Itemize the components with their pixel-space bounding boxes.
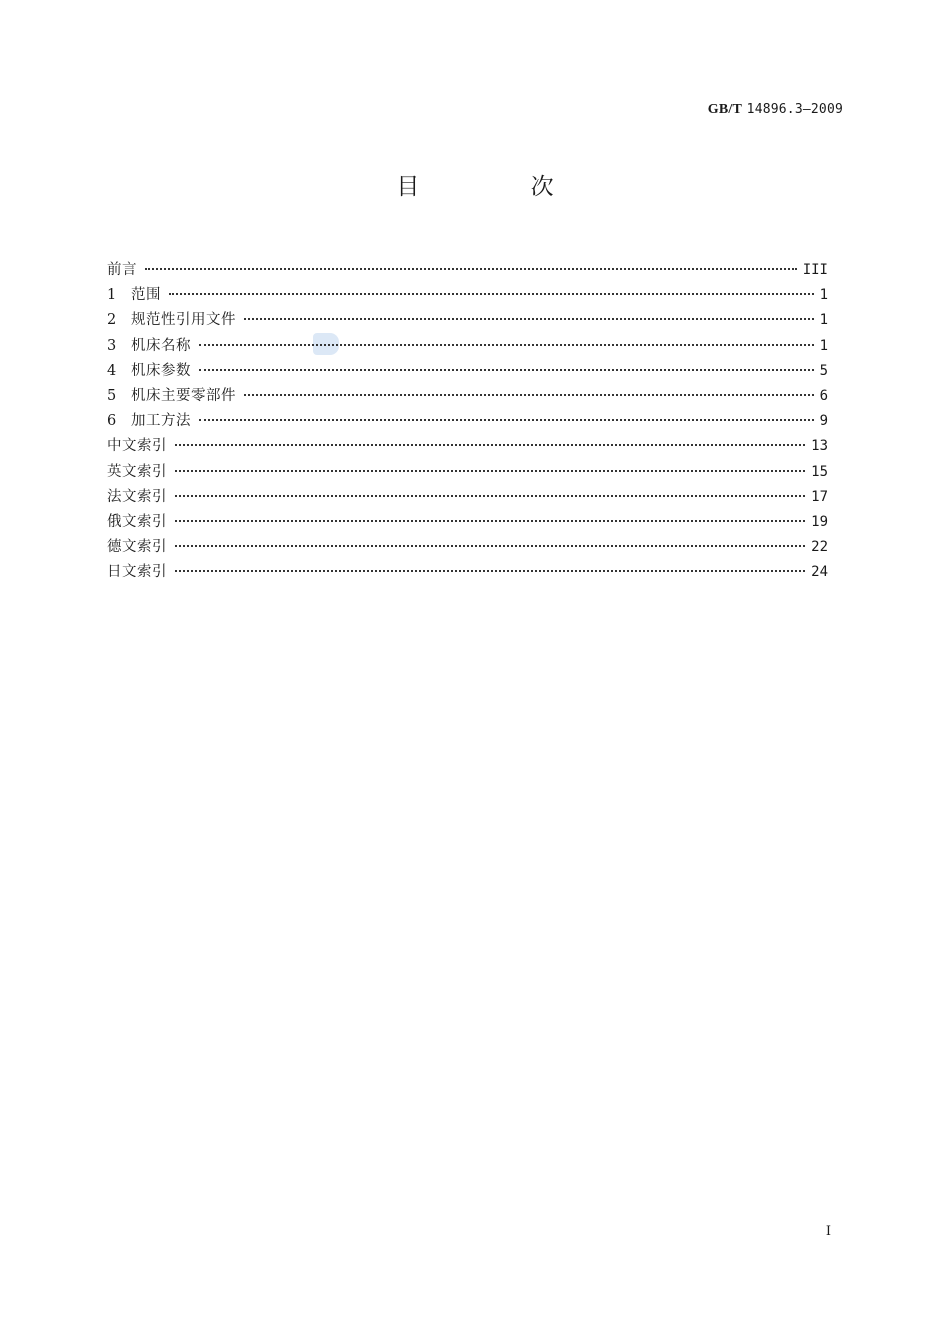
toc-entry-french-index[interactable] (107, 485, 828, 510)
toc-entry-label: 机床名称 (131, 337, 191, 354)
toc-entry-label: 德文索引 (107, 539, 167, 556)
toc-entry-page: 1 (819, 312, 828, 329)
toc-entry-page: III (802, 262, 828, 278)
toc-entry-page: 9 (819, 413, 828, 430)
toc-entry-label: 前言 (107, 262, 137, 278)
toc-entry-label: 规范性引用文件 (131, 312, 236, 329)
toc-entry-number: 3 (107, 337, 117, 354)
toc-entry-number: 1 (107, 287, 117, 304)
toc-entry-label: 俄文索引 (107, 513, 167, 530)
toc-entry-english-index[interactable] (107, 460, 828, 485)
toc-entry-page: 1 (819, 337, 828, 354)
toc-entry-page: 17 (811, 488, 828, 505)
dot-leader (145, 268, 797, 270)
dot-leader (199, 419, 814, 421)
toc-entry-scope[interactable] (107, 283, 828, 308)
dot-leader (244, 318, 814, 320)
toc-entry-label: 范围 (131, 287, 161, 304)
toc-entry-german-index[interactable] (107, 535, 828, 560)
toc-entry-page: 13 (811, 438, 828, 455)
standard-code (708, 101, 843, 118)
dot-leader (175, 444, 805, 446)
dot-leader (244, 394, 814, 396)
standard-prefix: GB/T (707, 102, 743, 117)
toc-entry-number: 2 (107, 312, 117, 329)
toc-entry-number: 6 (107, 413, 117, 430)
toc-entry-machine-names[interactable] (107, 334, 828, 359)
toc-entry-machine-parameters[interactable] (107, 359, 828, 384)
dot-leader (175, 470, 805, 472)
toc-entry-chinese-index[interactable] (107, 434, 828, 459)
toc-entry-foreword[interactable] (107, 258, 828, 283)
dot-leader (175, 545, 805, 547)
table-of-contents (107, 258, 828, 585)
toc-entry-number: 5 (107, 387, 117, 404)
toc-entry-label: 加工方法 (131, 413, 191, 430)
toc-entry-label: 英文索引 (107, 463, 167, 480)
toc-entry-page: 24 (811, 564, 828, 581)
toc-entry-page: 15 (811, 463, 828, 480)
toc-entry-russian-index[interactable] (107, 510, 828, 535)
dot-leader (199, 369, 814, 371)
dot-leader (199, 344, 814, 346)
dot-leader (175, 570, 805, 572)
toc-entry-label: 机床参数 (131, 362, 191, 379)
standard-number: 14896.3—2009 (746, 102, 843, 117)
dot-leader (175, 495, 805, 497)
toc-entry-label: 日文索引 (107, 564, 167, 581)
toc-entry-page: 19 (811, 513, 828, 530)
toc-entry-machining-methods[interactable] (107, 409, 828, 434)
dot-leader (175, 520, 805, 522)
toc-entry-main-components[interactable] (107, 384, 828, 409)
toc-entry-label: 中文索引 (107, 438, 167, 455)
dot-leader (169, 293, 814, 295)
toc-entry-number: 4 (107, 362, 117, 379)
toc-entry-page: 5 (819, 362, 828, 379)
toc-entry-label: 机床主要零部件 (131, 387, 236, 404)
toc-entry-page: 1 (819, 287, 828, 304)
toc-entry-normative-references[interactable] (107, 308, 828, 333)
page-title: 目 次 (396, 174, 606, 200)
toc-entry-japanese-index[interactable] (107, 560, 828, 585)
toc-entry-label: 法文索引 (107, 488, 167, 505)
page-number: I (825, 1224, 831, 1239)
toc-entry-page: 6 (819, 387, 828, 404)
toc-entry-page: 22 (811, 539, 828, 556)
